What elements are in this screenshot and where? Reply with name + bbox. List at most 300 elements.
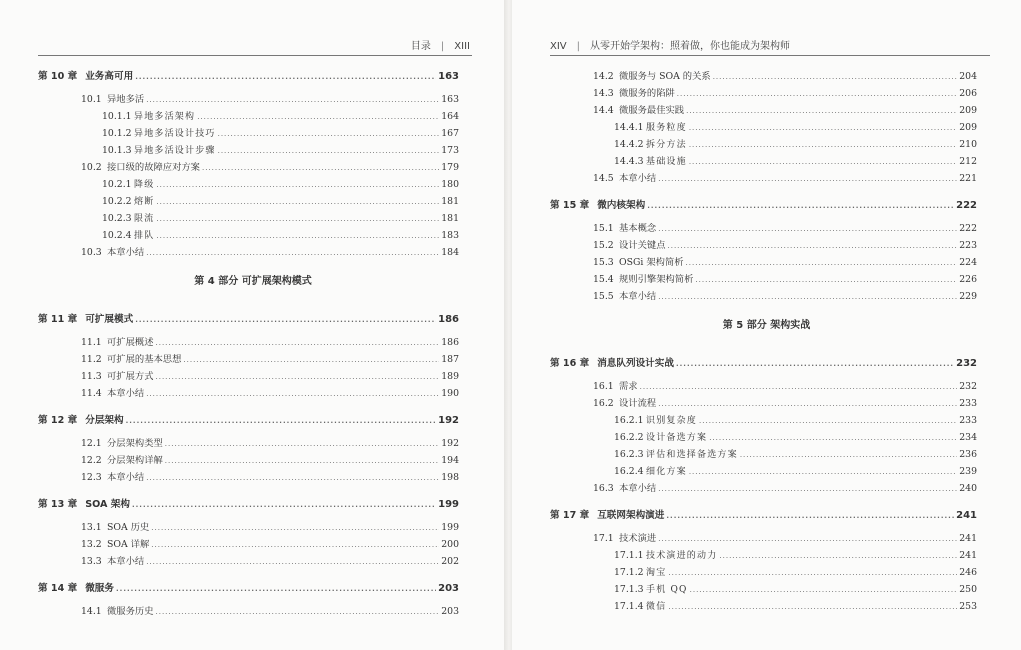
entry-number: 第 17 章 [550,510,590,521]
entry-number: 14.4.3 [614,156,644,167]
entry-title: 微信 [646,602,667,612]
entry-title: 异地多活设计步骤 [134,146,216,156]
entry-number: 14.3 [593,88,614,99]
entry-page-number: 241 [959,533,977,544]
entry-title: 评估和选择备选方案 [646,450,738,460]
entry-page-number: 194 [441,455,459,466]
entry-number: 12.3 [81,472,102,483]
entry-number: 10.2.1 [102,179,132,190]
dot-leader [165,455,439,467]
dot-leader [156,213,439,225]
toc-entry-row[interactable] [38,522,459,534]
entry-title: 规则引擎架构简析 [619,274,694,285]
toc-chapter-row[interactable] [38,71,459,83]
entry-lead [38,337,154,349]
entry-lead [550,567,666,579]
toc-entry-row[interactable] [38,472,459,484]
entry-lead [38,388,144,400]
dot-leader [709,432,957,444]
toc-entry-row[interactable] [550,156,977,168]
entry-title: 微服务 [85,583,114,594]
entry-lead [550,240,666,252]
entry-lead [38,606,154,618]
entry-lead [550,449,738,461]
entry-number: 10.1.3 [102,145,132,156]
left-page-header [411,37,470,52]
dot-leader [126,415,437,427]
entry-page-number: 180 [441,179,459,190]
entry-number: 第 10 章 [38,71,78,82]
dot-leader [689,122,957,134]
entry-lead [550,122,687,134]
toc-entry-row[interactable] [38,337,459,349]
entry-number: 17.1 [593,533,614,544]
entry-lead [38,522,149,534]
entry-page-number: 173 [441,145,459,156]
toc-chapter-row[interactable] [38,583,459,595]
toc-entry-row[interactable] [38,539,459,551]
dot-leader [156,371,440,383]
toc-entry-row[interactable] [550,122,977,134]
entry-number: 14.2 [593,71,614,82]
toc-entry-row[interactable] [550,274,977,286]
entry-number: 11.1 [81,337,102,348]
entry-lead [550,274,693,286]
entry-title: 微服务历史 [107,606,154,617]
toc-entry-row[interactable] [550,105,977,117]
entry-number: 15.5 [593,291,614,302]
entry-page-number: 226 [959,274,977,285]
header-title: 从零开始学架构：照着做，你也能成为架构师 [590,41,791,52]
entry-page-number: 232 [956,358,977,369]
dot-leader [699,415,957,427]
entry-lead [38,371,154,383]
entry-page-number: 192 [441,438,459,449]
entry-title: 熔断 [134,197,155,207]
entry-number: 16.2 [593,398,614,409]
header-page-number: XIII [454,41,470,52]
entry-page-number: 241 [956,510,977,521]
entry-page-number: 187 [441,354,459,365]
toc-entry-row[interactable] [38,455,459,467]
entry-number: 15.3 [593,257,614,268]
entry-number: 10.2.3 [102,213,132,224]
entry-lead [38,556,144,568]
entry-page-number: 250 [959,584,977,595]
toc-entry-row[interactable] [550,415,977,427]
dot-leader [146,472,439,484]
toc-entry-row[interactable] [550,398,977,410]
entry-number: 16.1 [593,381,614,392]
entry-lead [38,162,200,174]
toc-chapter-row[interactable] [38,415,459,427]
entry-page-number: 239 [959,466,977,477]
entry-number: 第 13 章 [38,499,78,510]
entry-title: 本章小结 [107,556,145,567]
entry-lead [550,105,684,117]
toc-entry-row[interactable] [550,432,977,444]
entry-page-number: 240 [959,483,977,494]
toc-chapter-row[interactable] [550,200,977,212]
entry-title: 微服务最佳实践 [619,105,685,116]
entry-page-number: 204 [959,71,977,82]
entry-title: 设计关键点 [619,240,666,251]
entry-title: 技术演进 [619,533,657,544]
entry-lead [38,71,133,83]
entry-title: 分层架构类型 [107,438,163,449]
dot-leader [668,240,958,252]
dot-leader [116,583,436,595]
entry-number: 10.1.2 [102,128,132,139]
entry-page-number: 164 [441,111,459,122]
toc-chapter-row[interactable] [38,499,459,511]
dot-leader [156,196,439,208]
entry-page-number: 186 [441,337,459,348]
toc-entry-row[interactable] [550,139,977,151]
dot-leader [689,466,957,478]
dot-leader [676,358,954,370]
entry-page-number: 203 [441,606,459,617]
entry-page-number: 179 [441,162,459,173]
part-heading: 第 5 部分 架构实战 [722,320,811,331]
entry-lead [550,173,656,185]
header-separator: | [440,41,445,52]
entry-title: 本章小结 [619,291,657,302]
entry-number: 14.5 [593,173,614,184]
entry-number: 14.4.1 [614,122,644,133]
entry-number: 15.1 [593,223,614,234]
entry-page-number: 222 [959,223,977,234]
toc-entry-row[interactable] [38,247,459,259]
entry-lead [38,145,216,157]
dot-leader [165,438,439,450]
dot-leader [668,567,957,579]
entry-lead [550,71,711,83]
entry-number: 第 11 章 [38,314,78,325]
entry-title: 异地多活设计技巧 [134,129,216,139]
dot-leader [658,533,957,545]
entry-lead [38,583,114,595]
header-rule [550,55,990,56]
dot-leader [156,337,440,349]
dot-leader [677,88,957,100]
entry-title: 本章小结 [107,472,145,483]
toc-entry-row[interactable] [38,371,459,383]
entry-lead [38,128,216,140]
dot-leader [689,139,957,151]
dot-leader [690,584,958,596]
entry-number: 第 15 章 [550,200,590,211]
entry-number: 17.1.3 [614,584,644,595]
entry-lead [38,179,154,191]
toc-entry-row[interactable] [550,483,977,495]
entry-title: 本章小结 [107,388,145,399]
entry-title: 识别复杂度 [646,416,698,426]
dot-leader [658,223,957,235]
toc-entry-row[interactable] [550,240,977,252]
entry-page-number: 181 [441,213,459,224]
dot-leader [689,156,957,168]
toc-entry-row[interactable] [38,606,459,618]
toc-entry-row[interactable] [550,223,977,235]
toc-entry-row[interactable] [550,88,977,100]
toc-entry-row[interactable] [38,162,459,174]
entry-page-number: 181 [441,196,459,207]
part-heading: 第 4 部分 可扩展架构模式 [194,276,312,287]
entry-page-number: 209 [959,122,977,133]
dot-leader [686,105,957,117]
toc-chapter-row[interactable] [550,358,977,370]
entry-page-number: 163 [441,94,459,105]
entry-number: 13.1 [81,522,102,533]
entry-page-number: 223 [959,240,977,251]
entry-number: 17.1.4 [614,601,644,612]
entry-title: 本章小结 [107,247,145,258]
entry-lead [550,415,697,427]
entry-title: 限流 [134,214,155,224]
entry-number: 14.1 [81,606,102,617]
dot-leader [666,510,954,522]
toc-entry-row[interactable] [550,584,977,596]
entry-title: 技术演进的动力 [646,551,718,561]
toc-entry-row[interactable] [550,381,977,393]
entry-number: 11.3 [81,371,102,382]
entry-title: 可扩展概述 [107,337,154,348]
entry-page-number: 184 [441,247,459,258]
entry-page-number: 202 [441,556,459,567]
entry-page-number: 199 [438,499,459,510]
entry-title: 互联网架构演进 [597,510,665,521]
entry-page-number: 199 [441,522,459,533]
entry-page-number: 209 [959,105,977,116]
entry-title: 异地多活 [107,94,145,105]
entry-page-number: 203 [438,583,459,594]
entry-page-number: 232 [959,381,977,392]
entry-page-number: 222 [956,200,977,211]
dot-leader [713,71,958,83]
entry-page-number: 192 [438,415,459,426]
entry-page-number: 206 [959,88,977,99]
toc-entry-row[interactable] [550,550,977,562]
entry-lead [550,398,656,410]
entry-lead [38,499,130,511]
header-page-number: XIV [550,41,567,52]
entry-title: SOA 历史 [107,522,150,533]
entry-number: 15.4 [593,274,614,285]
entry-number: 10.2 [81,162,102,173]
entry-lead [38,230,154,242]
toc-entry-row[interactable] [550,449,977,461]
dot-leader [146,94,439,106]
entry-number: 第 14 章 [38,583,78,594]
toc-entry-row[interactable] [38,230,459,242]
entry-title: 微服务与 SOA 的关系 [619,71,711,82]
entry-lead [38,196,154,208]
entry-number: 第 16 章 [550,358,590,369]
entry-title: 可扩展模式 [85,314,134,325]
entry-title: 消息队列设计实战 [597,358,674,369]
right-page-header [550,37,790,52]
header-rule [38,55,472,56]
entry-lead [38,455,163,467]
toc-entry-row[interactable] [38,213,459,225]
entry-lead [38,314,133,326]
entry-title: 基本概念 [619,223,657,234]
entry-number: 17.1.1 [614,550,644,561]
toc-entry-row[interactable] [550,257,977,269]
entry-lead [550,533,656,545]
left-page [0,0,506,650]
entry-title: 细化方案 [646,467,687,477]
dot-leader [135,71,436,83]
entry-page-number: 167 [441,128,459,139]
entry-lead [550,156,687,168]
dot-leader [695,274,957,286]
entry-page-number: 241 [959,550,977,561]
dot-leader [146,556,439,568]
entry-number: 第 12 章 [38,415,78,426]
entry-lead [550,510,664,522]
entry-lead [38,472,144,484]
entry-title: 可扩展的基本思想 [107,354,182,365]
entry-title: 业务高可用 [85,71,134,82]
entry-number: 16.3 [593,483,614,494]
entry-title: 异地多活架构 [134,112,196,122]
entry-page-number: 253 [959,601,977,612]
toc-entry-row[interactable] [38,556,459,568]
entry-title: 微服务的陷阱 [619,88,675,99]
entry-number: 17.1.2 [614,567,644,578]
entry-number: 10.2.4 [102,230,132,241]
entry-page-number: 236 [959,449,977,460]
entry-title: 分层架构 [85,415,124,426]
entry-number: 14.4.2 [614,139,644,150]
dot-leader [197,111,439,123]
dot-leader [151,539,439,551]
dot-leader [156,179,439,191]
dot-leader [146,247,439,259]
toc-entry-row[interactable] [38,388,459,400]
toc-entry-row[interactable] [38,179,459,191]
right-page [512,0,1021,650]
dot-leader [156,230,439,242]
entry-title: 可扩展方式 [107,371,154,382]
entry-page-number: 190 [441,388,459,399]
dot-leader [202,162,439,174]
header-separator: | [576,41,581,52]
entry-title: 本章小结 [619,483,657,494]
entry-lead [550,200,645,212]
entry-number: 10.1 [81,94,102,105]
entry-title: 拆分方法 [646,140,687,150]
entry-title: 排队 [134,231,155,241]
dot-leader [132,499,436,511]
entry-page-number: 186 [438,314,459,325]
entry-lead [550,432,707,444]
entry-page-number: 198 [441,472,459,483]
toc-entry-row[interactable] [38,111,459,123]
entry-lead [550,257,684,269]
entry-page-number: 234 [959,432,977,443]
toc-entry-row[interactable] [550,567,977,579]
entry-title: 需求 [619,381,638,392]
toc-chapter-row[interactable] [550,510,977,522]
toc-entry-row[interactable] [550,533,977,545]
entry-lead [550,584,688,596]
dot-leader [146,388,439,400]
entry-lead [38,438,163,450]
toc-entry-row[interactable] [550,291,977,303]
entry-number: 13.2 [81,539,102,550]
dot-leader [218,145,440,157]
entry-title: OSGi 架构简析 [619,257,684,268]
entry-page-number: 200 [441,539,459,550]
toc-entry-row[interactable] [38,354,459,366]
dot-leader [156,606,440,618]
dot-leader [658,483,957,495]
entry-number: 16.2.2 [614,432,644,443]
entry-title: SOA 详解 [107,539,150,550]
entry-number: 10.2.2 [102,196,132,207]
entry-title: 淘宝 [646,568,667,578]
entry-lead [38,539,149,551]
dot-leader [658,291,957,303]
entry-number: 16.2.3 [614,449,644,460]
toc-entry-row[interactable] [550,601,977,613]
entry-page-number: 163 [438,71,459,82]
entry-page-number: 212 [959,156,977,167]
dot-leader [135,314,436,326]
toc-entry-row[interactable] [38,145,459,157]
dot-leader [740,449,957,461]
entry-lead [550,88,675,100]
entry-lead [550,223,656,235]
entry-number: 11.4 [81,388,102,399]
entry-number: 16.2.1 [614,415,644,426]
entry-lead [38,354,181,366]
entry-page-number: 189 [441,371,459,382]
dot-leader [647,200,954,212]
entry-lead [550,466,687,478]
entry-title: 基础设施 [646,157,687,167]
dot-leader [658,398,957,410]
entry-page-number: 229 [959,291,977,302]
toc-entry-row[interactable] [550,173,977,185]
entry-title: 手机 QQ [646,585,688,595]
toc-entry-row[interactable] [38,438,459,450]
dot-leader [640,381,958,393]
entry-page-number: 246 [959,567,977,578]
dot-leader [218,128,440,140]
entry-number: 10.1.1 [102,111,132,122]
entry-title: 本章小结 [619,173,657,184]
toc-chapter-row[interactable] [38,314,459,326]
toc-entry-row[interactable] [38,94,459,106]
dot-leader [668,601,957,613]
entry-page-number: 210 [959,139,977,150]
toc-entry-row[interactable] [550,466,977,478]
entry-number: 13.3 [81,556,102,567]
entry-page-number: 233 [959,415,977,426]
entry-lead [38,94,144,106]
header-title: 目录 [410,41,431,52]
entry-number: 11.2 [81,354,102,365]
toc-entry-row[interactable] [550,71,977,83]
toc-entry-row[interactable] [38,196,459,208]
entry-title: 微内核架构 [597,200,646,211]
toc-entry-row[interactable] [38,128,459,140]
entry-number: 10.3 [81,247,102,258]
